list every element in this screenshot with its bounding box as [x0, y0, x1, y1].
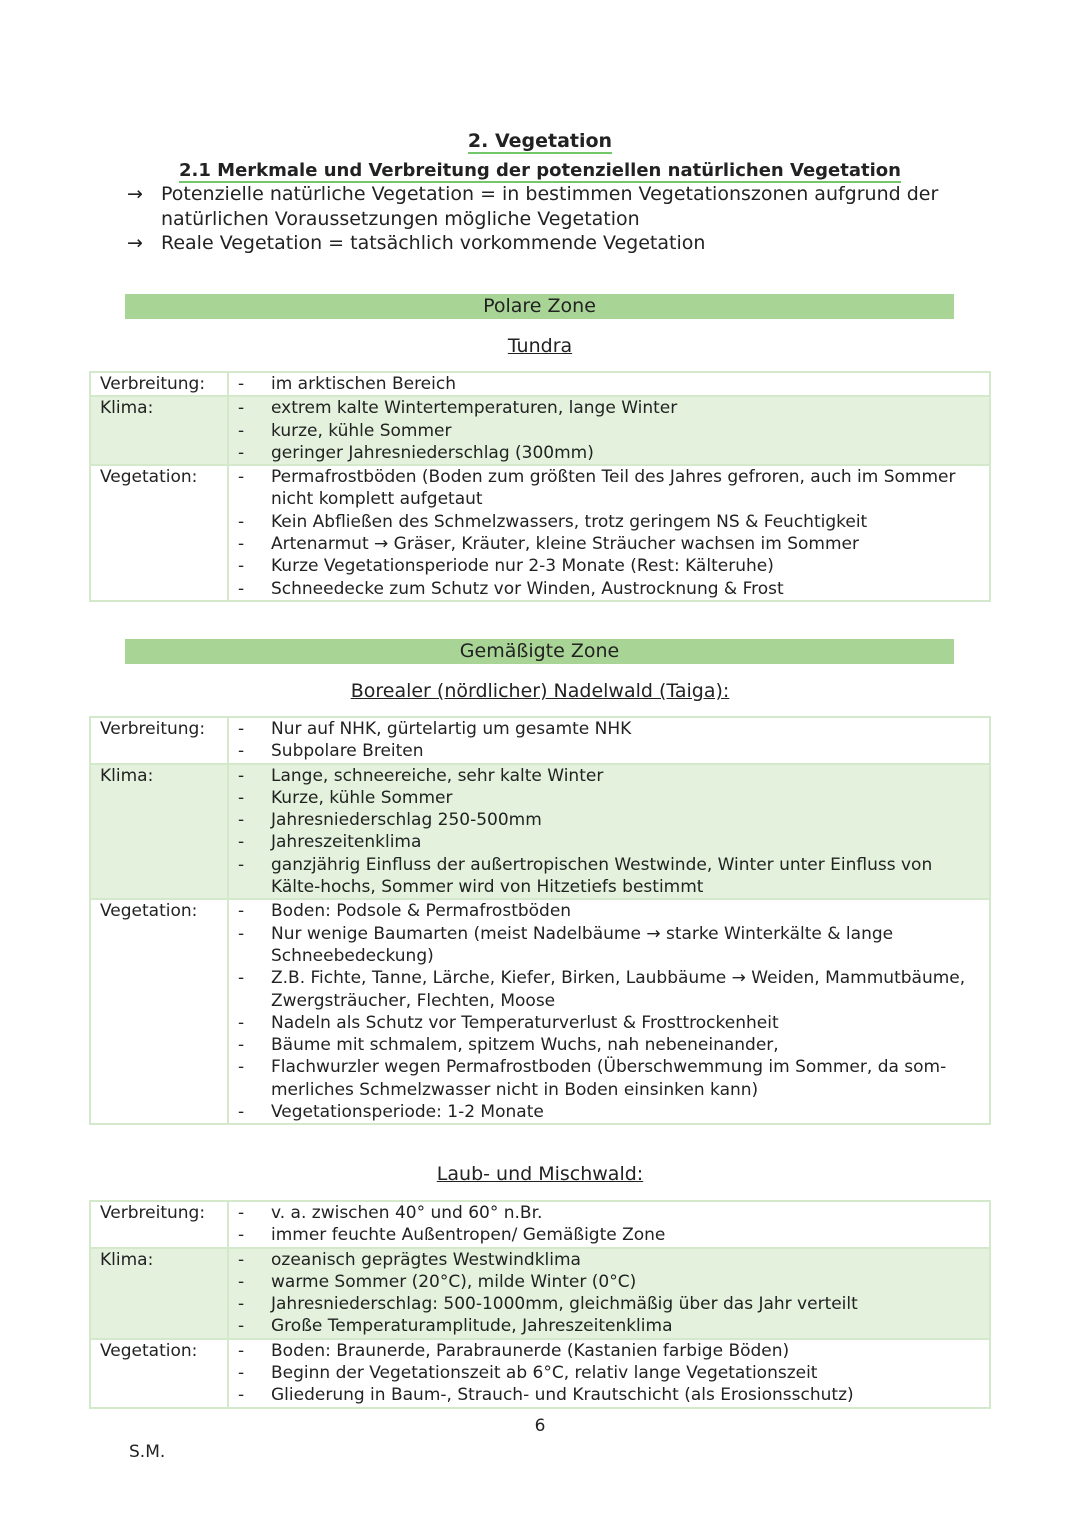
list-item — [229, 831, 989, 853]
list-item-text: Jahresniederschlag: 500-1000mm, gleichmäßig über das Jahr verteilt — [271, 1294, 858, 1315]
table-row — [90, 465, 990, 601]
list-item-text: Kurze, kühle Sommer — [271, 787, 453, 808]
list-item-text: Artenarmut → Gräser, Kräuter, kleine Sträucher wachsen im Sommer — [271, 534, 860, 555]
table-row — [90, 396, 990, 465]
row-label: Vegetation: — [90, 1339, 228, 1408]
list-item-text: immer feuchte Außentropen/ Gemäßigte Zone — [271, 1225, 666, 1246]
arrow-icon: → — [127, 232, 143, 254]
list-item-text: Jahreszeitenklima — [271, 832, 422, 853]
list-item-text: Subpolare Breiten — [271, 741, 424, 762]
subsection-heading: 2.1 Merkmale und Verbreitung der potenziellen natürlichen Vegetation — [179, 160, 901, 181]
page-number: 6 — [534, 1416, 546, 1436]
taiga-table — [89, 716, 991, 1125]
dash-marker: - — [238, 1203, 245, 1223]
list-item-text: Bäume mit schmalem, spitzem Wuchs, nah nebeneinander, — [271, 1035, 779, 1056]
list-item-text: Kein Abfließen des Schmelzwassers, trotz geringem NS & Feuchtigkeit — [271, 511, 868, 532]
list-item-text: Nadeln als Schutz vor Temperaturverlust & Frosttrockenheit — [271, 1012, 779, 1033]
list-item-text: im arktischen Bereich — [271, 374, 456, 394]
list-item — [229, 397, 989, 419]
list-item — [229, 923, 989, 968]
list-item — [229, 1056, 989, 1101]
list-item-text: Schneedecke zum Schutz vor Winden, Austrocknung & Frost — [271, 578, 784, 599]
dash-marker: - — [238, 968, 245, 989]
list-item-text: Gliederung in Baum-, Strauch- und Krautschicht (als Erosionsschutz) — [271, 1385, 854, 1406]
list-item — [229, 578, 989, 600]
row-label: Verbreitung: — [90, 1201, 228, 1248]
biome-title-tundra: Tundra — [507, 335, 573, 357]
table-row — [90, 1339, 990, 1408]
table-row — [90, 764, 990, 900]
list-item-text: ozeanisch geprägtes Westwindklima — [271, 1249, 581, 1270]
list-item — [229, 1315, 989, 1337]
dash-marker: - — [238, 810, 245, 831]
list-item-text: Jahresniederschlag 250-500mm — [271, 810, 542, 831]
table-row — [90, 717, 990, 764]
dash-marker: - — [238, 374, 245, 394]
arrow-icon: → — [127, 183, 143, 205]
dash-marker: - — [238, 923, 245, 944]
list-item-text: Permafrostböden (Boden zum größten Teil des Jahres gefroren, auch im Sommer nicht komplett aufgetaut — [271, 467, 956, 510]
list-item — [229, 511, 989, 533]
table-row — [90, 1248, 990, 1339]
tundra-table — [89, 371, 991, 602]
row-content — [228, 396, 990, 465]
list-item — [229, 1249, 989, 1271]
list-item — [229, 718, 989, 740]
dash-marker: - — [238, 1363, 245, 1384]
dash-marker: - — [238, 854, 245, 875]
section-heading: 2. Vegetation — [467, 130, 613, 152]
definition-item — [127, 231, 997, 256]
list-item — [229, 555, 989, 577]
dash-marker: - — [238, 1340, 245, 1361]
table-row — [90, 899, 990, 1124]
list-item — [229, 809, 989, 831]
row-content — [228, 1339, 990, 1408]
list-item-text: Kurze Vegetationsperiode nur 2-3 Monate (Rest: Kälteruhe) — [271, 556, 774, 577]
list-item-text: ganzjährig Einfluss der außertropischen Westwinde, Winter unter Einfluss von Kälte-hochs, Sommer wird von Hitzetiefs bestimmt — [271, 854, 933, 898]
dash-marker: - — [238, 1316, 245, 1337]
row-label: Klima: — [90, 1248, 228, 1339]
row-content — [228, 1248, 990, 1339]
list-item — [229, 1362, 989, 1384]
list-item — [229, 765, 989, 787]
row-label: Verbreitung: — [90, 717, 228, 764]
dash-marker: - — [238, 1249, 245, 1270]
dash-marker: - — [238, 787, 245, 808]
table-row — [90, 1201, 990, 1248]
dash-marker: - — [238, 1385, 245, 1406]
list-item — [229, 420, 989, 442]
list-item — [229, 1293, 989, 1315]
dash-marker: - — [238, 578, 245, 599]
row-content — [228, 717, 990, 764]
row-label: Klima: — [90, 396, 228, 465]
list-item-text: extrem kalte Wintertemperaturen, lange Winter — [271, 398, 678, 419]
zone-header-temperate: Gemäßigte Zone — [125, 639, 954, 664]
list-item — [229, 1034, 989, 1056]
list-item — [229, 466, 989, 511]
table-row — [90, 372, 990, 396]
list-item — [229, 967, 989, 1012]
dash-marker: - — [238, 556, 245, 577]
dash-marker: - — [238, 832, 245, 853]
author-initials: S.M. — [129, 1442, 166, 1462]
list-item — [229, 373, 989, 395]
row-label: Klima: — [90, 764, 228, 900]
biome-title-deciduous-forest: Laub- und Mischwald: — [436, 1163, 644, 1185]
row-content — [228, 764, 990, 900]
list-item-text: Z.B. Fichte, Tanne, Lärche, Kiefer, Birken, Laubbäume → Weiden, Mammutbäume, Zwergsträucher, Flechten, Moose — [271, 968, 966, 1011]
dash-marker: - — [238, 741, 245, 762]
dash-marker: - — [238, 719, 245, 739]
dash-marker: - — [238, 1012, 245, 1033]
list-item-text: warme Sommer (20°C), milde Winter (0°C) — [271, 1271, 637, 1292]
dash-marker: - — [238, 398, 245, 419]
list-item-text: Lange, schneereiche, sehr kalte Winter — [271, 765, 604, 786]
list-item — [229, 533, 989, 555]
list-item — [229, 1224, 989, 1246]
list-item — [229, 442, 989, 464]
list-item-text: Flachwurzler wegen Permafrostboden (Überschwemmung im Sommer, da som-merliches Schmelzwasser nicht in Boden einsinken kann) — [271, 1057, 947, 1100]
list-item — [229, 1384, 989, 1406]
row-label: Vegetation: — [90, 899, 228, 1124]
list-item-text: Nur wenige Baumarten (meist Nadelbäume → starke Winterkälte & lange Schneebedeckung) — [271, 923, 894, 966]
biome-title-taiga: Borealer (nördlicher) Nadelwald (Taiga): — [350, 680, 730, 702]
dash-marker: - — [238, 901, 245, 922]
dash-marker: - — [238, 1057, 245, 1078]
list-item-text: Beginn der Vegetationszeit ab 6°C, relativ lange Vegetationszeit — [271, 1363, 818, 1384]
list-item-text: Vegetationsperiode: 1-2 Monate — [271, 1102, 544, 1123]
list-item-text: kurze, kühle Sommer — [271, 420, 452, 441]
definition-item — [127, 182, 997, 231]
row-label: Verbreitung: — [90, 372, 228, 396]
row-content — [228, 1201, 990, 1248]
dash-marker: - — [238, 420, 245, 441]
list-item — [229, 740, 989, 762]
list-item — [229, 1202, 989, 1224]
list-item — [229, 900, 989, 922]
zone-header-polar: Polare Zone — [125, 294, 954, 319]
list-item-text: v. a. zwischen 40° und 60° n.Br. — [271, 1203, 543, 1223]
list-item — [229, 854, 989, 899]
definitions-list — [127, 182, 997, 256]
list-item — [229, 787, 989, 809]
dash-marker: - — [238, 467, 245, 488]
list-item-text: Nur auf NHK, gürtelartig um gesamte NHK — [271, 719, 632, 739]
dash-marker: - — [238, 534, 245, 555]
list-item-text: Boden: Podsole & Permafrostböden — [271, 901, 572, 922]
dash-marker: - — [238, 1035, 245, 1056]
deciduous-forest-table — [89, 1200, 991, 1409]
row-content — [228, 465, 990, 601]
dash-marker: - — [238, 442, 245, 463]
dash-marker: - — [238, 1102, 245, 1123]
list-item — [229, 1101, 989, 1123]
list-item — [229, 1340, 989, 1362]
definition-text: Potenzielle natürliche Vegetation = in bestimmen Vegetationszonen aufgrund der natürlichen Voraussetzungen mögliche Vegetation — [161, 183, 939, 230]
dash-marker: - — [238, 511, 245, 532]
list-item — [229, 1271, 989, 1293]
dash-marker: - — [238, 765, 245, 786]
list-item-text: Boden: Braunerde, Parabraunerde (Kastanien farbige Böden) — [271, 1340, 790, 1361]
dash-marker: - — [238, 1271, 245, 1292]
definition-text: Reale Vegetation = tatsächlich vorkommende Vegetation — [161, 232, 706, 254]
dash-marker: - — [238, 1294, 245, 1315]
list-item — [229, 1012, 989, 1034]
row-label: Vegetation: — [90, 465, 228, 601]
row-content — [228, 372, 990, 396]
list-item-text: geringer Jahresniederschlag (300mm) — [271, 442, 594, 463]
dash-marker: - — [238, 1225, 245, 1246]
row-content — [228, 899, 990, 1124]
list-item-text: Große Temperaturamplitude, Jahreszeitenklima — [271, 1316, 673, 1337]
